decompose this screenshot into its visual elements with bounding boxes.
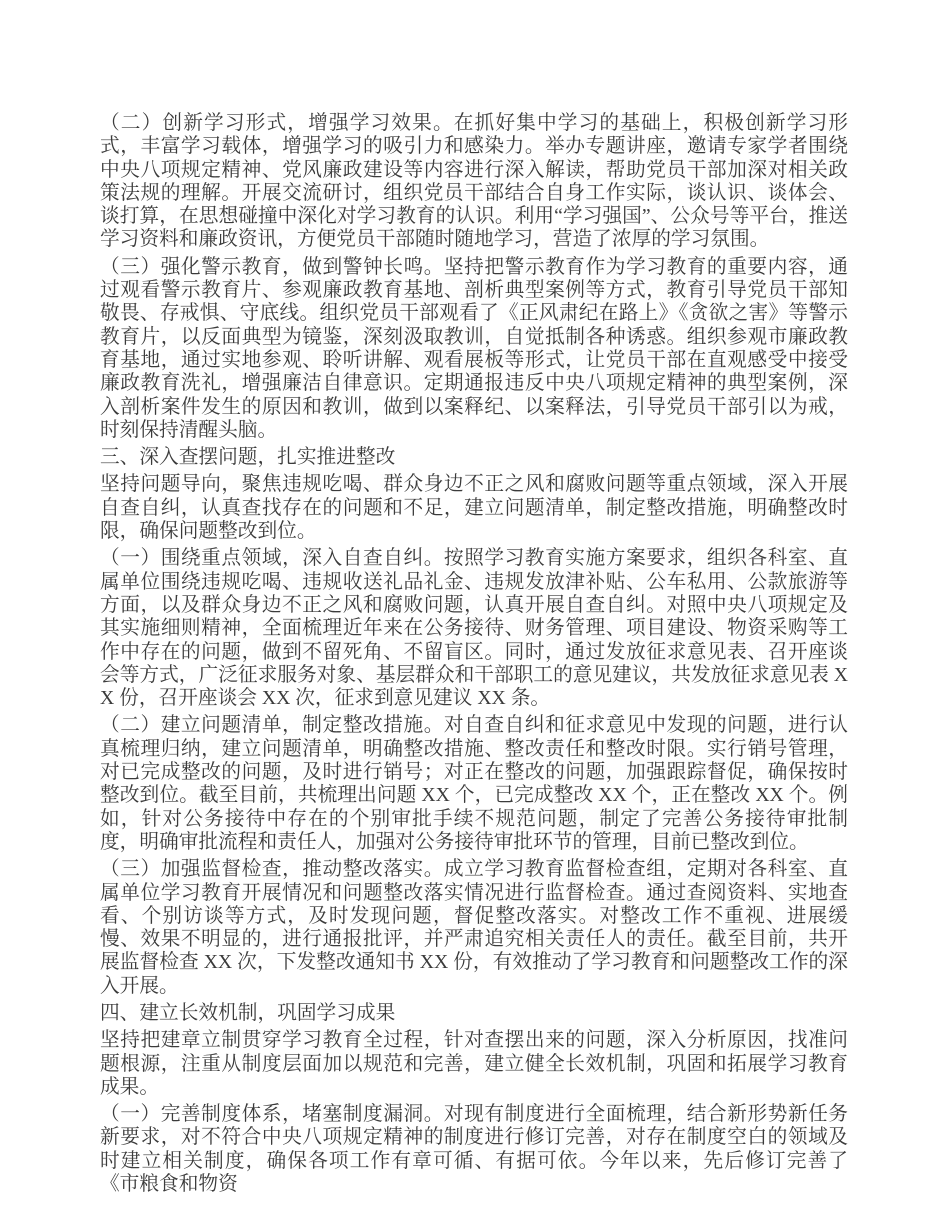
- section-heading: 三、深入查摆问题，扎实推进整改: [100, 446, 396, 469]
- body-paragraph: 坚持把建章立制贯穿学习教育全过程，针对查摆出来的问题，深入分析原因，找准问题根源，注重从制度层面加以规范和完善，建立健全长效机制，巩固和拓展学习教育成果。: [100, 1029, 848, 1098]
- section-heading: 四、建立长效机制，巩固学习成果: [100, 1001, 396, 1024]
- body-paragraph: （一）完善制度体系，堵塞制度漏洞。对现有制度进行全面梳理，结合新形势新任务新要求，对不符合中央八项规定精神的制度进行修订完善，对存在制度空白的领域及时建立相关制度，确保各项工作有章可循、有据可依。今年以来，先后修订完善了《市粮食和物资: [100, 1103, 848, 1196]
- body-paragraph: （三）加强监督检查，推动整改落实。成立学习教育监督检查组，定期对各科室、直属单位学习教育开展情况和问题整改落实情况进行监督检查。通过查阅资料、实地查看、个别访谈等方式，及时发现问题，督促整改落实。对整改工作不重视、进展缓慢、效果不明显的，进行通报批评，并严肃追究相关责任人的责任。截至目前，共开展监督检查 XX 次，下发整改通知书 XX 份，有效推动了学习教育和问题整改工作的深入开展。: [100, 858, 848, 997]
- body-paragraph: （一）围绕重点领域，深入自查自纠。按照学习教育实施方案要求，组织各科室、直属单位围绕违规吃喝、违规收送礼品礼金、违规发放津补贴、公车私用、公款旅游等方面，以及群众身边不正之风和腐败问题，认真开展自查自纠。对照中央八项规定及其实施细则精神，全面梳理近年来在公务接待、财务管理、项目建设、物资采购等工作中存在的问题，做到不留死角、不留盲区。同时，通过发放征求意见表、召开座谈会等方式，广泛征求服务对象、基层群众和干部职工的意见建议，共发放征求意见表 XX 份，召开座谈会 XX 次，征求到意见建议 XX 条。: [100, 547, 848, 710]
- body-paragraph: 坚持问题导向，聚焦违规吃喝、群众身边不正之风和腐败问题等重点领域，深入开展自查自纠，认真查找存在的问题和不足，建立问题清单，制定整改措施，明确整改时限，确保问题整改到位。: [100, 473, 848, 543]
- document-text-block: [100, 112, 848, 1200]
- body-paragraph: （二）建立问题清单，制定整改措施。对自查自纠和征求意见中发现的问题，进行认真梳理归纳，建立问题清单，明确整改措施、整改责任和整改时限。实行销号管理，对已完成整改的问题，及时进行销号；对正在整改的问题，加强跟踪督促，确保按时整改到位。截至目前，共梳理出问题 XX 个，已完成整改 XX 个，正在整改 XX 个。例如，针对公务接待中存在的个别审批手续不规范问题，制定了完善公务接待审批制度，明确审批流程和责任人，加强对公务接待审批环节的管理，目前已整改到位。: [100, 714, 848, 853]
- body-paragraph: （二）创新学习形式，增强学习效果。在抓好集中学习的基础上，积极创新学习形式，丰富学习载体，增强学习的吸引力和感染力。举办专题讲座，邀请专家学者围绕中央八项规定精神、党风廉政建设等内容进行深入解读，帮助党员干部加深对相关政策法规的理解。开展交流研讨，组织党员干部结合自身工作实际，谈认识、谈体会、谈打算，在思想碰撞中深化对学习教育的认识。利用“学习强国”、公众号等平台，推送学习资料和廉政资讯，方便党员干部随时随地学习，营造了浓厚的学习氛围。: [100, 112, 848, 251]
- body-paragraph: （三）强化警示教育，做到警钟长鸣。坚持把警示教育作为学习教育的重要内容，通过观看警示教育片、参观廉政教育基地、剖析典型案例等方式，教育引导党员干部知敬畏、存戒惧、守底线。组织党员干部观看了《正风肃纪在路上》《贪欲之害》等警示教育片，以反面典型为镜鉴，深刻汲取教训，自觉抵制各种诱惑。组织参观市廉政教育基地，通过实地参观、聆听讲解、观看展板等形式，让党员干部在直观感受中接受廉政教育洗礼，增强廉洁自律意识。定期通报违反中央八项规定精神的典型案例，深入剖析案件发生的原因和教训，做到以案释纪、以案释法，引导党员干部引以为戒，时刻保持清醒头脑。: [100, 255, 848, 441]
